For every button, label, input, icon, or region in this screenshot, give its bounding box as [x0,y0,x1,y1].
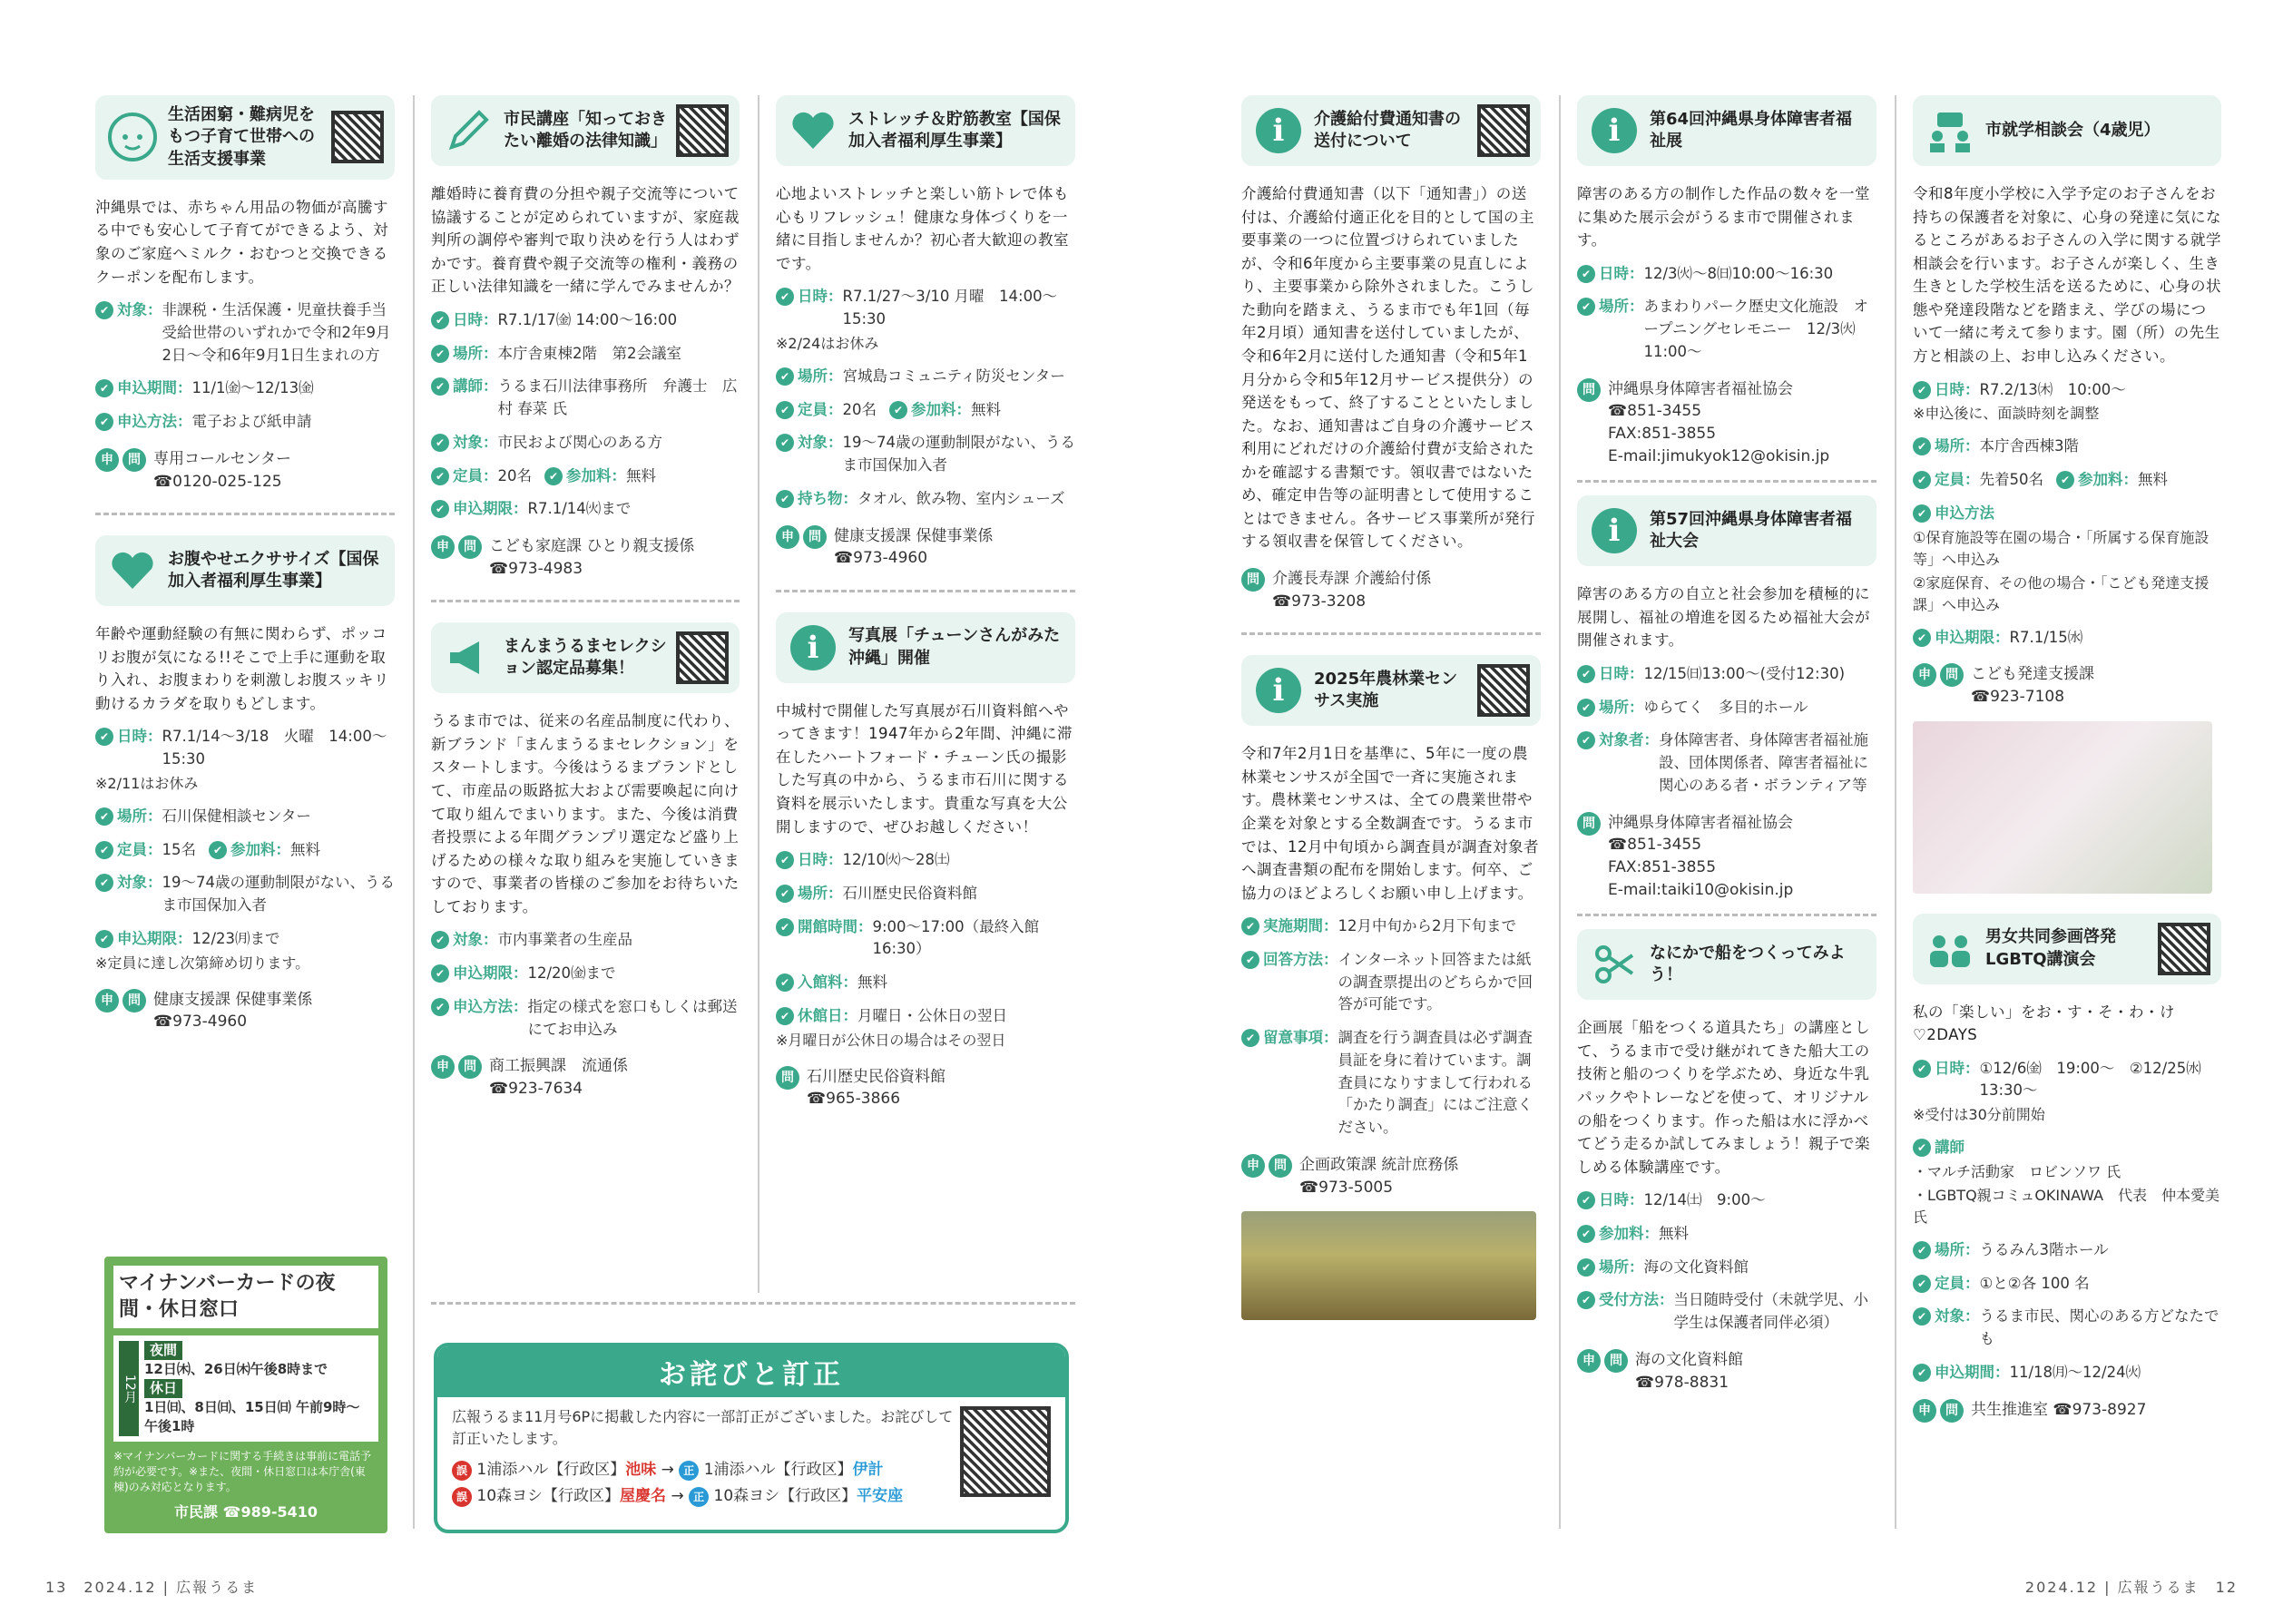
ask-badge: 問 [122,448,146,472]
baby-icon [106,111,159,163]
info-icon: i [1252,664,1305,717]
mynumber-box: マイナンバーカードの夜間・休日窓口 12月 夜間 12日㈭、26日㈭午後8時まで 休日 1日㈰、8日㈰、15日㈰ 午前9時～午後1時 ※マイナンバーカードに関する手続きは事前に電話予約が必要です。※また、夜間・休日窓口は本庁舎(東棟)のみ対応となります。 市民課 ☎989-5410 [104,1257,387,1533]
apply-badge: 申 [95,448,119,472]
info-icon: i [787,621,839,674]
section-title: お腹やせエクササイズ【国保加入者福利厚生事業】 [168,549,379,592]
info-item: ✔ 申込方法： 電子および紙申請 [95,411,395,434]
section-title: 生活困窮・難病児をもつ子育て世帯への生活支援事業 [168,105,315,169]
info-item: ✔ 申込期間： 11/1㈮～12/13㈮ [95,377,395,400]
page-number-right: 2024.12 | 広報うるま 12 [2024,1579,2238,1596]
info-icon: i [1588,504,1641,557]
right-page [1142,0,2283,1624]
left-col3: ストレッチ＆貯筋教室【国保加入者福利厚生事業】 心地よいストレッチと楽しい筋トレで体も心もリフレッシュ！健康な身体づくりを一緒に目指しませんか？初心者大歓迎の教室です。 ✔ 日時： R7.1/27～3/10 月曜 14:00～15:30 ※2/24はお休み ✔ 場所： 宮城島コミュニティ防災センター ✔ 定員： 20名 ✔ 参加料： 無料 ✔ 対象： 19～74歳の運動制限がない、うるま市国保加入者 ✔ 持ち物： タオル、飲み物、室内シューズ 申 問 健康支援課 保健事業係 ☎973-4960 i 写真展「チューンさんがみた沖縄」開催 中城村で開催した写真展が石川資料館へやってきます！1947年から2年間、沖縄に滞在したハートフォード・チューン氏の撮影した写真の中から、うるま市石川に関する資料を展示いたします。貴重な写真を大公開しますので、ぜひお越しください！ ✔ 日時： 12/10㈫～28㈯ ✔ 場所： 石川歴史民俗資料館 ✔ 開館時間： 9:00～17:00（最終入館16:30） ✔ 入館料： 無料 ✔ 休館日： 月曜日・公休日の翌日 ※月曜日が公休日の場合はその翌日 問 石川歴史民俗資料館 ☎965-3866 [776,95,1075,1110]
qr-code-icon[interactable] [1477,664,1530,717]
info-icon: i [1252,104,1305,157]
qr-code-icon[interactable] [2158,923,2210,975]
divider [95,513,395,515]
megaphone-icon [442,631,495,684]
heart-icon [787,104,839,157]
consultation-icon [1924,104,1976,157]
qr-code-icon[interactable] [960,1406,1051,1497]
info-icon: i [1588,104,1641,157]
contact-block: 申 問 健康支援課 保健事業係 ☎973-4960 [95,989,395,1033]
scissors-icon [1588,938,1641,991]
section-header [95,95,395,180]
section-header: まんまうるまセレクション認定品募集！ [431,622,740,693]
section-header: i 介護給付費通知書の送付について [1241,95,1541,166]
qr-code-icon[interactable] [676,631,729,684]
correction-box: お詫びと訂正 広報うるま11月号6Pに掲載した内容に一部訂正がございました。お詫びして訂正いたします。 誤 1浦添ハル【行政区】池味 → 正 1浦添ハル【行政区】伊計 誤 10森ヨシ【行政区】屋慶名 → 正 10森ヨシ【行政区】平安座 [434,1343,1069,1533]
section-header [95,535,395,606]
correction-title: お詫びと訂正 [437,1346,1065,1397]
section-header: ストレッチ＆貯筋教室【国保加入者福利厚生事業】 [776,95,1075,166]
section-body: 年齢や運動経験の有無に関わらず、ポッコリお腹が気になる!!そこで上手に運動を取り入れ、お腹まわりを刺激しお腹スッキリ動けるカラダを取りもどします。 [95,625,389,712]
school-child-photo [1913,721,2212,894]
contact-block: 申 問 専用コールセンター ☎0120-025-125 [95,448,395,493]
pencil-icon [442,104,495,157]
right-col3: 市就学相談会（4歳児） 令和8年度小学校に入学予定のお子さんをお持ちの保護者を対象に、心身の発達に気になるところがあるお子さんの入学に関する就学相談会を行います。お子さんが楽しく、生き生きとした学校生活を送るために、心身の状態や発達段階などを踏まえ、学びの場について一緒に考えて参ります。園（所）の先生方と相談の上、お申し込みください。 ✔ 日時： R7.2/13㈭ 10:00～ ※申込後に、面談時刻を調整 ✔ 場所： 本庁舎西棟3階 ✔ 定員： 先着50名 ✔ 参加料： 無料 ✔ 申込方法 ①保育施設等在園の場合・「所属する保育施設等」へ申込み ②家庭保育、その他の場合・「こども発達支援課」へ申込み ✔ 申込期限： R7.1/15㈬ 申 問 こども発達支援課 ☎923-7108 男女共同参画啓発LGBTQ講演会 私の「楽しい」をお・す・そ・わ・け♡2DAYS ✔ 日時： ①12/6㈮ 19:00～ ②12/25㈬ 13:30～ ※受付は30分前開始 ✔ 講師 ・マルチ活動家 ロビンソワ 氏 ・LGBTQ親コミュOKINAWA 代表 仲本愛美 氏 ✔ 場所： うるみん3階ホール ✔ 定員： ①と②各 100 名 ✔ 対象： うるま市民、関心のある方どなたでも ✔ 申込期間： 11/18㈪～12/24㈫ 申 問 共生推進室 ☎973-8927 [1913,95,2221,1423]
info-item: ✔ 対象： 非課税・生活保護・児童扶養手当受給世帯のいずれかで令和2年9月2日～令和6年9月1日生まれの方 [95,299,395,367]
section-header: i 写真展「チューンさんがみた沖縄」開催 [776,612,1075,683]
mynumber-title: マイナンバーカードの夜間・休日窓口 [113,1266,378,1328]
left-col1: 生活困窮・難病児をもつ子育て世帯への生活支援事業 沖縄県では、赤ちゃん用品の物価が高騰する中でも安心して子育てができるよう、対象のご家庭へミルク・おむつと交換できるクーポンを配布します。 ✔ 対象： 非課税・生活保護・児童扶養手当受給世帯のいずれかで令和2年9月2日～令和6年9月1日生まれの方 ✔ 申込期間： 11/1㈮～12/13㈮ ✔ 申込方法： 電子および紙申請 申 問 専用コールセンター ☎0120-025-125 お腹やせエクササイズ【国保加入者福利厚生事業】 年齢や運動経験の有無に関わらず、ポッコリお腹が気になる!!そこで上手に運動を取り入れ、お腹まわりを刺激しお腹スッキリ動けるカラダを取りもどします。 ✔ 日時： R7.1/14～3/18 火曜 14:00～15:30 ※2/11はお休み ✔ 場所： 石川保健相談センター ✔ 定員： 15名 ✔ 参加料： 無料 ✔ 対象： 19～74歳の運動制限がない、うるま市国保加入者 ✔ 申込期限： 12/23㈪まで ※定員に達し次第締め切ります。 申 問 健康支援課 保健事業係 ☎973-4960 [95,95,395,1033]
qr-code-icon[interactable] [1477,104,1530,157]
page-number-left: 13 2024.12 | 広報うるま [45,1579,259,1596]
right-col2: i 第64回沖縄県身体障害者福祉展 障害のある方の制作した作品の数々を一堂に集めた展示会がうるま市で開催されます。 ✔ 日時： 12/3㈫～8㈰10:00～16:30 ✔ 場所： あまわりパーク歴史文化施設 オープニングセレモニー 12/3㈫ 11:00～ 問 沖縄県身体障害者福祉協会 ☎851-3455 FAX:851-3855 E-mail:jimukyok12@okisin.jp i 第57回沖縄県身体障害者福祉大会 障害のある方の自立と社会参加を積極的に展開し、福祉の増進を図るため福祉大会が開催されます。 ✔ 日時： 12/15㈰13:00～(受付12:30) ✔ 場所： ゆらてく 多目的ホール ✔ 対象者： 身体障害者、身体障害者福祉施設、団体関係者、障害者福祉に関心のある者・ボランティア等 問 沖縄県身体障害者福祉協会 ☎851-3455 FAX:851-3855 E-mail:taiki10@okisin.jp なにかで船をつくってみよう！ 企画展「船をつくる道具たち」の講座として、うるま市で受け継がれてきた船大工の技術と船のつくりを学ぶため、身近な牛乳パックやトレーなどを使って、オリジナルの船をつくります。作った船は水に浮かべてどう走るか試してみましょう！親子で楽しめる体験講座です。 ✔ 日時： 12/14㈯ 9:00～ ✔ 参加料： 無料 ✔ 場所： 海の文化資料館 ✔ 受付方法： 当日随時受付（未就学児、小学生は保護者同伴必須） 申 問 海の文化資料館 ☎978-8831 [1577,95,1876,1394]
rice-harvest-photo [1241,1211,1536,1320]
right-col1: i 介護給付費通知書の送付について 介護給付費通知書（以下「通知書」）の送付は、介護給付適正化を目的として国の主要事業の一つに位置づけられていましたが、令和6年度から主要事業の見直しにより、主要事業から除外されました。こうした動向を踏まえ、うるま市でも年1回（毎年2月頃）通知書を送付していましたが、令和6年2月に送付した通知書（令和5年1月分から令和5年12月サービス提供分）の発送をもって、終了することといたしました。なお、通知書はご自身の介護サービス利用にどれだけの介護給付費が支給されたかを確認する書類です。領収書ではないため、確定申告等の証明書として使用することはできません。各サービス事業所が発行する領収書を保管してください。 問 介護長寿課 介護給付係 ☎973-3208 i 2025年農林業センサス実施 令和7年2月1日を基準に、5年に一度の農林業センサスが全国で一斉に実施されます。農林業センサスは、全ての農業世帯や企業を対象とする全数調査です。うるま市では、12月中旬頃から調査員が調査対象者へ調査書類の配布を開始します。何卒、ご協力のほどよろしくお願い申し上げます。 ✔ 実施期間： 12月中旬から2月下旬まで ✔ 回答方法： インターネット回答または紙の調査票提出のどちらかで回答が可能です。 ✔ 留意事項： 調査を行う調査員は必ず調査員証を身に着けています。調査員になりすまして行われる「かたり調査」にはご注意ください。 申 問 企画政策課 統計庶務係 ☎973-5005 [1241,95,1541,1320]
section-header: i 2025年農林業センサス実施 [1241,655,1541,726]
section-body: 沖縄県では、赤ちゃん用品の物価が高騰する中でも安心して子育てができるよう、対象のご家庭へミルク・おむつと交換できるクーポンを配布します。 [95,198,388,286]
section-header: 市民講座「知っておきたい離婚の法律知識」 [431,95,740,166]
heart-icon [106,544,159,597]
qr-code-icon[interactable] [676,104,729,157]
people-icon [1924,923,1976,975]
qr-code-icon[interactable] [331,111,384,163]
left-col2: 市民講座「知っておきたい離婚の法律知識」 離婚時に養育費の分担や親子交流等について協議することが定められていますが、家庭裁判所の調停や審判で取り決めを行う人はわずかです。養育費や親子交流等の権利・義務の正しい法律知識を一緒に学んでみませんか？ ✔ 日時： R7.1/17㈮ 14:00～16:00 ✔ 場所： 本庁舎東棟2階 第2会議室 ✔ 講師： うるま石川法律事務所 弁護士 広村 春菜 氏 ✔ 対象： 市民および関心のある方 ✔ 定員： 20名 ✔ 参加料： 無料 ✔ 申込期限： R7.1/14㈫まで 申 問 こども家庭課 ひとり親支援係 ☎973-4983 まんまうるまセレクション認定品募集！ うるま市では、従来の名産品制度に代わり、新ブランド「まんまうるまセレクション」をスタートします。今後はうるまブランドとして、市産品の販路拡大および需要喚起に向けて取り組んでまいります。また、今後は消費者投票による年間グランプリ選定など盛り上げるための様々な取り組みを実施していきますので、事業者の皆様のご参加をお待ちいたしております。 ✔ 対象： 市内事業者の生産品 ✔ 申込期限： 12/20㈮まで ✔ 申込方法： 指定の様式を窓口もしくは郵送にてお申込み 申 問 商工振興課 流通係 ☎923-7634 [431,95,740,1101]
